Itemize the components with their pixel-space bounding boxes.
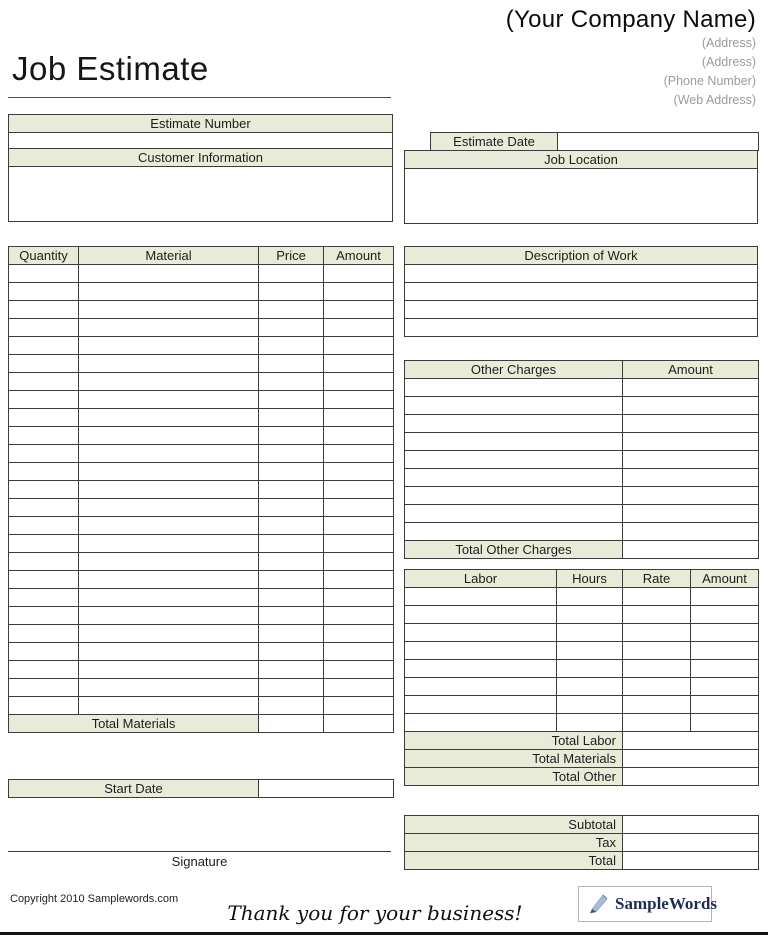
other-charges-total-row bbox=[405, 541, 759, 559]
empty-row bbox=[9, 643, 394, 661]
tax-value-field bbox=[623, 834, 759, 852]
labor-column-header: Labor bbox=[405, 570, 557, 588]
empty-cell bbox=[623, 678, 691, 696]
empty-cell bbox=[324, 283, 394, 301]
empty-cell bbox=[79, 589, 259, 607]
logo-wordmark: SampleWords bbox=[615, 894, 718, 913]
empty-row bbox=[405, 714, 759, 732]
total-row bbox=[405, 852, 759, 870]
amount-column-header: Amount bbox=[623, 361, 759, 379]
empty-cell bbox=[324, 499, 394, 517]
empty-cell bbox=[557, 624, 623, 642]
empty-cell bbox=[324, 319, 394, 337]
empty-cell bbox=[324, 517, 394, 535]
empty-cell bbox=[623, 606, 691, 624]
empty-cell bbox=[324, 625, 394, 643]
empty-cell bbox=[259, 445, 324, 463]
empty-cell bbox=[324, 463, 394, 481]
total-materials-value-field bbox=[324, 715, 394, 733]
empty-cell bbox=[691, 660, 759, 678]
empty-cell bbox=[405, 505, 623, 523]
empty-cell bbox=[405, 487, 623, 505]
empty-cell bbox=[623, 469, 759, 487]
total-materials-row bbox=[405, 750, 759, 768]
empty-cell bbox=[405, 379, 623, 397]
empty-cell bbox=[259, 373, 324, 391]
empty-cell bbox=[557, 642, 623, 660]
estimate-date-field bbox=[558, 133, 759, 151]
empty-cell bbox=[79, 571, 259, 589]
empty-row bbox=[9, 553, 394, 571]
empty-row bbox=[9, 427, 394, 445]
empty-row bbox=[405, 505, 759, 523]
job-location-section bbox=[404, 150, 758, 224]
start-date-header: Start Date bbox=[9, 780, 259, 798]
company-header bbox=[506, 6, 756, 110]
job-location-field bbox=[405, 169, 758, 224]
start-date-field bbox=[259, 780, 394, 798]
empty-cell bbox=[9, 409, 79, 427]
empty-cell bbox=[623, 505, 759, 523]
empty-row bbox=[9, 463, 394, 481]
empty-cell bbox=[79, 643, 259, 661]
empty-cell bbox=[9, 679, 79, 697]
empty-cell bbox=[259, 715, 324, 733]
empty-cell bbox=[557, 714, 623, 732]
empty-cell bbox=[259, 607, 324, 625]
empty-cell bbox=[259, 337, 324, 355]
empty-cell bbox=[79, 625, 259, 643]
amount-column-header: Amount bbox=[324, 247, 394, 265]
empty-cell bbox=[259, 661, 324, 679]
empty-cell bbox=[79, 607, 259, 625]
empty-cell bbox=[324, 355, 394, 373]
total-other-value-field bbox=[623, 768, 759, 786]
empty-cell bbox=[259, 499, 324, 517]
empty-cell bbox=[9, 337, 79, 355]
empty-row bbox=[405, 319, 758, 337]
empty-cell bbox=[405, 678, 557, 696]
empty-cell bbox=[405, 606, 557, 624]
empty-cell bbox=[79, 697, 259, 715]
empty-cell bbox=[405, 469, 623, 487]
empty-cell bbox=[259, 643, 324, 661]
empty-cell bbox=[259, 571, 324, 589]
empty-row bbox=[9, 481, 394, 499]
empty-cell bbox=[9, 697, 79, 715]
empty-cell bbox=[9, 319, 79, 337]
labor-table bbox=[404, 569, 759, 786]
empty-row bbox=[405, 523, 759, 541]
other-charges-column-header: Other Charges bbox=[405, 361, 623, 379]
empty-cell bbox=[324, 265, 394, 283]
empty-cell bbox=[259, 283, 324, 301]
total-label: Total bbox=[405, 852, 623, 870]
empty-row bbox=[9, 373, 394, 391]
empty-cell bbox=[9, 427, 79, 445]
empty-cell bbox=[557, 606, 623, 624]
materials-rows bbox=[9, 265, 394, 715]
field-row bbox=[9, 133, 393, 149]
empty-cell bbox=[259, 463, 324, 481]
empty-row bbox=[9, 499, 394, 517]
amount-column-header: Amount bbox=[691, 570, 759, 588]
thank-you-message: Thank you for your business! bbox=[227, 901, 523, 925]
empty-cell bbox=[405, 319, 758, 337]
empty-row bbox=[405, 642, 759, 660]
copyright-text: Copyright 2010 Samplewords.com bbox=[10, 893, 179, 905]
signature-label: Signature bbox=[171, 854, 228, 869]
estimate-number-header: Estimate Number bbox=[9, 115, 393, 133]
materials-header-row bbox=[9, 247, 394, 265]
empty-cell bbox=[623, 451, 759, 469]
empty-cell bbox=[324, 535, 394, 553]
empty-cell bbox=[259, 517, 324, 535]
empty-cell bbox=[9, 499, 79, 517]
empty-cell bbox=[405, 624, 557, 642]
empty-row bbox=[405, 433, 759, 451]
empty-row bbox=[9, 661, 394, 679]
empty-cell bbox=[324, 589, 394, 607]
other-charges-table bbox=[404, 360, 759, 559]
quantity-column-header: Quantity bbox=[9, 247, 79, 265]
empty-cell bbox=[623, 624, 691, 642]
empty-row bbox=[9, 589, 394, 607]
empty-cell bbox=[623, 660, 691, 678]
empty-cell bbox=[259, 301, 324, 319]
empty-cell bbox=[9, 661, 79, 679]
total-labor-row bbox=[405, 732, 759, 750]
company-phone-line: (Phone Number) bbox=[663, 74, 756, 88]
empty-cell bbox=[259, 535, 324, 553]
empty-row bbox=[405, 415, 759, 433]
company-web-line: (Web Address) bbox=[673, 93, 756, 107]
empty-cell bbox=[79, 337, 259, 355]
empty-cell bbox=[324, 607, 394, 625]
signature-area bbox=[8, 851, 391, 871]
header-row bbox=[405, 151, 758, 169]
estimate-date-section bbox=[430, 132, 759, 151]
empty-cell bbox=[9, 517, 79, 535]
empty-row bbox=[9, 391, 394, 409]
empty-row bbox=[405, 451, 759, 469]
empty-row bbox=[9, 301, 394, 319]
subtotal-label: Subtotal bbox=[405, 816, 623, 834]
empty-cell bbox=[324, 679, 394, 697]
total-other-row bbox=[405, 768, 759, 786]
empty-cell bbox=[79, 265, 259, 283]
labor-rows bbox=[405, 588, 759, 732]
empty-cell bbox=[9, 535, 79, 553]
empty-row bbox=[405, 301, 758, 319]
empty-cell bbox=[259, 265, 324, 283]
job-location-header: Job Location bbox=[405, 151, 758, 169]
tax-row bbox=[405, 834, 759, 852]
total-labor-label: Total Labor bbox=[405, 732, 623, 750]
empty-cell bbox=[9, 589, 79, 607]
labor-header-row bbox=[405, 570, 759, 588]
empty-cell bbox=[79, 463, 259, 481]
field-row bbox=[9, 167, 393, 222]
empty-cell bbox=[623, 642, 691, 660]
empty-cell bbox=[259, 625, 324, 643]
empty-cell bbox=[405, 714, 557, 732]
empty-cell bbox=[324, 373, 394, 391]
empty-cell bbox=[79, 661, 259, 679]
empty-cell bbox=[79, 283, 259, 301]
empty-cell bbox=[405, 588, 557, 606]
empty-row bbox=[9, 535, 394, 553]
hours-column-header: Hours bbox=[557, 570, 623, 588]
material-column-header: Material bbox=[79, 247, 259, 265]
header-row bbox=[9, 115, 393, 133]
empty-cell bbox=[405, 301, 758, 319]
empty-cell bbox=[259, 409, 324, 427]
estimate-date-header: Estimate Date bbox=[431, 133, 558, 151]
empty-row bbox=[405, 487, 759, 505]
total-other-charges-value-field bbox=[623, 541, 759, 559]
empty-row bbox=[9, 445, 394, 463]
empty-cell bbox=[557, 588, 623, 606]
empty-cell bbox=[324, 301, 394, 319]
materials-total-row bbox=[9, 715, 394, 733]
tax-label: Tax bbox=[405, 834, 623, 852]
other-charges-rows bbox=[405, 379, 759, 541]
empty-cell bbox=[79, 499, 259, 517]
empty-row bbox=[9, 355, 394, 373]
empty-row bbox=[405, 469, 759, 487]
empty-cell bbox=[557, 696, 623, 714]
empty-cell bbox=[623, 379, 759, 397]
empty-cell bbox=[405, 397, 623, 415]
empty-cell bbox=[623, 696, 691, 714]
empty-cell bbox=[259, 553, 324, 571]
description-of-work-table bbox=[404, 246, 758, 337]
empty-row bbox=[405, 624, 759, 642]
empty-row bbox=[405, 606, 759, 624]
empty-cell bbox=[691, 624, 759, 642]
empty-row bbox=[405, 588, 759, 606]
empty-cell bbox=[259, 481, 324, 499]
empty-row bbox=[9, 607, 394, 625]
company-address-line: (Address) bbox=[701, 55, 756, 69]
materials-table bbox=[8, 246, 394, 733]
empty-cell bbox=[557, 660, 623, 678]
empty-row bbox=[9, 679, 394, 697]
empty-cell bbox=[324, 571, 394, 589]
customer-information-header: Customer Information bbox=[9, 149, 393, 167]
pencil-icon bbox=[586, 890, 610, 919]
empty-cell bbox=[79, 301, 259, 319]
subtotal-value-field bbox=[623, 816, 759, 834]
empty-cell bbox=[9, 571, 79, 589]
total-value-field bbox=[623, 852, 759, 870]
empty-cell bbox=[623, 397, 759, 415]
empty-cell bbox=[79, 553, 259, 571]
empty-cell bbox=[259, 679, 324, 697]
empty-row bbox=[9, 265, 394, 283]
empty-cell bbox=[405, 696, 557, 714]
company-address-line: (Address) bbox=[701, 36, 756, 50]
total-materials-label: Total Materials bbox=[405, 750, 623, 768]
empty-cell bbox=[79, 445, 259, 463]
header-row bbox=[405, 247, 758, 265]
empty-row bbox=[9, 625, 394, 643]
empty-cell bbox=[405, 433, 623, 451]
empty-cell bbox=[324, 427, 394, 445]
total-other-label: Total Other bbox=[405, 768, 623, 786]
empty-cell bbox=[259, 427, 324, 445]
samplewords-logo bbox=[578, 886, 718, 922]
empty-cell bbox=[259, 589, 324, 607]
page-title: Job Estimate bbox=[12, 50, 209, 87]
total-other-charges-label: Total Other Charges bbox=[405, 541, 623, 559]
empty-cell bbox=[324, 409, 394, 427]
rate-column-header: Rate bbox=[623, 570, 691, 588]
empty-cell bbox=[9, 301, 79, 319]
empty-cell bbox=[79, 391, 259, 409]
empty-row bbox=[9, 409, 394, 427]
empty-cell bbox=[9, 481, 79, 499]
empty-cell bbox=[324, 697, 394, 715]
total-labor-value-field bbox=[623, 732, 759, 750]
empty-cell bbox=[79, 373, 259, 391]
empty-cell bbox=[324, 391, 394, 409]
empty-cell bbox=[9, 373, 79, 391]
price-column-header: Price bbox=[259, 247, 324, 265]
empty-cell bbox=[79, 409, 259, 427]
start-date-section bbox=[8, 779, 394, 798]
empty-cell bbox=[324, 481, 394, 499]
description-rows bbox=[405, 265, 758, 337]
empty-cell bbox=[405, 451, 623, 469]
empty-row bbox=[9, 319, 394, 337]
empty-cell bbox=[9, 607, 79, 625]
empty-cell bbox=[691, 678, 759, 696]
empty-row bbox=[405, 397, 759, 415]
empty-cell bbox=[79, 319, 259, 337]
empty-row bbox=[405, 696, 759, 714]
empty-row bbox=[405, 265, 758, 283]
empty-row bbox=[9, 571, 394, 589]
empty-cell bbox=[405, 415, 623, 433]
empty-cell bbox=[259, 355, 324, 373]
empty-cell bbox=[405, 283, 758, 301]
company-name: (Your Company Name) bbox=[505, 6, 756, 33]
empty-cell bbox=[9, 391, 79, 409]
empty-row bbox=[9, 517, 394, 535]
page-bottom-edge bbox=[0, 932, 768, 935]
customer-information-field bbox=[9, 167, 393, 222]
empty-cell bbox=[259, 697, 324, 715]
empty-row bbox=[9, 337, 394, 355]
empty-cell bbox=[324, 445, 394, 463]
total-materials-label: Total Materials bbox=[9, 715, 259, 733]
header-row bbox=[9, 149, 393, 167]
title-divider bbox=[8, 97, 391, 98]
empty-cell bbox=[623, 523, 759, 541]
empty-row bbox=[405, 660, 759, 678]
empty-cell bbox=[405, 523, 623, 541]
empty-cell bbox=[623, 487, 759, 505]
total-materials-value-field bbox=[623, 750, 759, 768]
estimate-number-field bbox=[9, 133, 393, 149]
empty-cell bbox=[79, 679, 259, 697]
field-row bbox=[405, 169, 758, 224]
empty-cell bbox=[259, 391, 324, 409]
empty-cell bbox=[79, 481, 259, 499]
empty-cell bbox=[9, 355, 79, 373]
empty-cell bbox=[324, 661, 394, 679]
empty-cell bbox=[324, 337, 394, 355]
empty-cell bbox=[9, 625, 79, 643]
empty-cell bbox=[405, 642, 557, 660]
empty-row bbox=[9, 697, 394, 715]
empty-cell bbox=[9, 445, 79, 463]
empty-cell bbox=[405, 265, 758, 283]
empty-cell bbox=[691, 642, 759, 660]
empty-cell bbox=[691, 606, 759, 624]
header-row bbox=[9, 780, 394, 798]
empty-cell bbox=[79, 427, 259, 445]
empty-cell bbox=[79, 535, 259, 553]
empty-cell bbox=[691, 588, 759, 606]
empty-cell bbox=[623, 714, 691, 732]
estimate-number-section bbox=[8, 114, 393, 222]
empty-cell bbox=[79, 355, 259, 373]
empty-cell bbox=[9, 643, 79, 661]
empty-cell bbox=[9, 265, 79, 283]
summary-table bbox=[404, 815, 759, 870]
empty-cell bbox=[9, 553, 79, 571]
empty-cell bbox=[9, 283, 79, 301]
empty-cell bbox=[557, 678, 623, 696]
other-charges-header-row bbox=[405, 361, 759, 379]
empty-cell bbox=[623, 415, 759, 433]
empty-cell bbox=[324, 553, 394, 571]
empty-cell bbox=[405, 660, 557, 678]
empty-row bbox=[405, 678, 759, 696]
empty-cell bbox=[623, 588, 691, 606]
empty-cell bbox=[324, 643, 394, 661]
empty-cell bbox=[691, 696, 759, 714]
empty-row bbox=[405, 379, 759, 397]
empty-cell bbox=[691, 714, 759, 732]
subtotal-row bbox=[405, 816, 759, 834]
empty-row bbox=[9, 283, 394, 301]
empty-cell bbox=[79, 517, 259, 535]
empty-cell bbox=[259, 319, 324, 337]
header-row bbox=[431, 133, 759, 151]
empty-cell bbox=[623, 433, 759, 451]
empty-row bbox=[405, 283, 758, 301]
description-of-work-header: Description of Work bbox=[405, 247, 758, 265]
empty-cell bbox=[9, 463, 79, 481]
